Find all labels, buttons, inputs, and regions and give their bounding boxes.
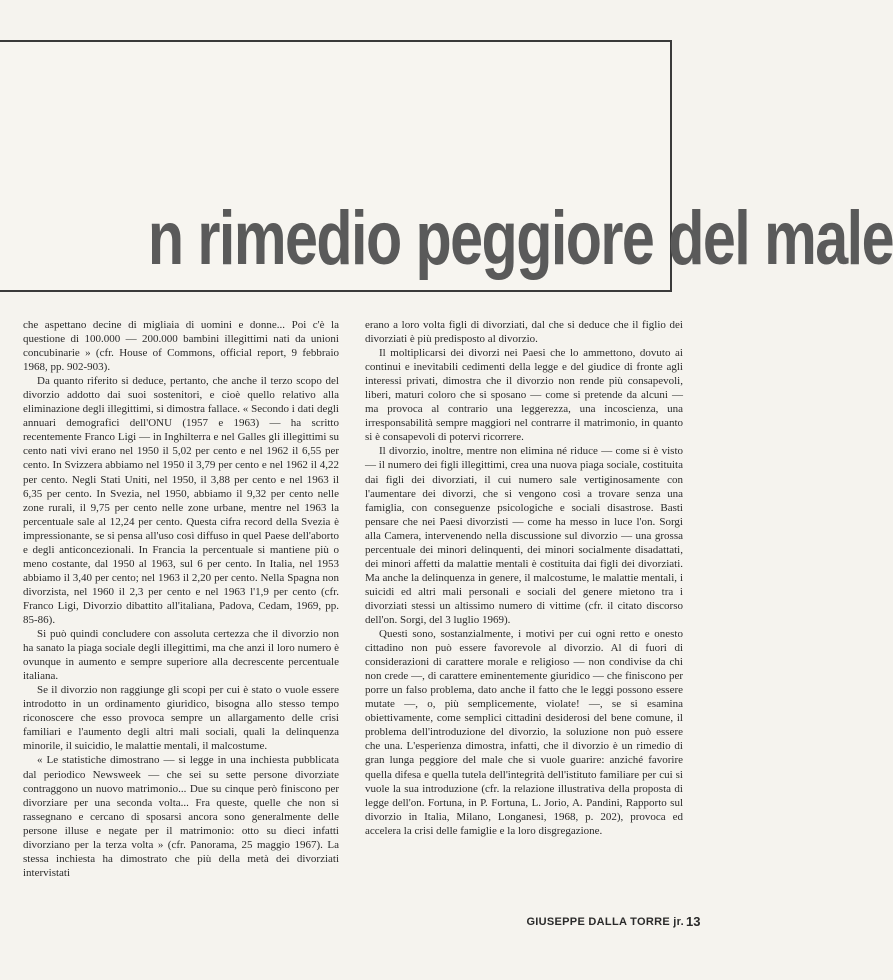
paragraph: « Le statistiche dimostrano — si legge in una inchiesta pubblicata dal periodico Newsweek — che sei su sette persone divorziate contraggono un nuovo matrimonio... Due su cinque però finiscono per divorziare per una seconda volta... Fra queste, quelle che non si rassegnano e cercano di sposarsi ancora sono generalmente delle persone illuse e negate per il matrimonio: otto su dieci infatti divorziano per la terza volta » (cfr. Panorama, 25 maggio 1967). La stessa inchiesta ha dimostrato che più della metà dei divorziati intervistati — [23, 754, 339, 879]
paragraph: Il divorzio, inoltre, mentre non elimina né riduce — come si è visto — il numero dei figli illegittimi, crea una nuova piaga sociale, costituita dai figli dei divorziati, il cui numero sale vertiginosamente con l'aumentare dei divorzi, che si vengono così a trovare senza una famiglia, con conseguenze psicologiche e sociali disastrose. Basti pensare che nei Paesi divorzisti — come ha messo in luce l'on. Sorgi alla Camera, intervenendo nella discussione sul divorzio — una grossa percentuale dei minori delinquenti, dei minori socialmente disadattati, dei minori affetti da malattie mentali è costituita dai figli dei divorziati. Ma anche la delinquenza in genere, il malcostume, le malattie mentali, i suicidi ed altri mali personali e sociali del genere mietono tra i divorziati stessi un altissimo numero di vittime (cfr. il citato discorso dell'on. Sorgi, del 3 luglio 1969). — [365, 445, 683, 626]
paragraph: Il moltiplicarsi dei divorzi nei Paesi che lo ammettono, dovuto ai continui e inevitabili cedimenti della legge e del giudice di fronte agli interessi privati, dimostra che il divorzio non rende più consapevoli, liberi, maturi coloro che si sposano — come si pretende da alcuni — ma provoca al contrario una leggerezza, una incoscienza, una irresponsabilità sempre maggiori nel contrarre il matrimonio, in quanto si è consapevoli di potervi ricorrere. — [365, 347, 683, 444]
right-column — [365, 318, 683, 838]
page-number: 13 — [686, 914, 701, 929]
paragraph: Da quanto riferito si deduce, pertanto, che anche il terzo scopo del divorzio addotto dai suoi sostenitori, e cioè quello relativo alla eliminazione degli illegittimi, si dimostra fallace. « Secondo i dati degli annuari demografici dell'ONU (1957 e 1963) — ha scritto recentemente Franco Ligi — in Inghilterra e nel Galles gli illegittimi su cento nati vivi erano nel 1950 il 5,02 per cento e nel 1962 il 6,55 per cento. In Svizzera abbiamo nel 1950 il 3,79 per cento e nel 1962 il 4,22 per cento. Negli Stati Uniti, nel 1950, il 3,88 per cento e nel 1963 il 6,35 per cento. In Svezia, nel 1950, abbiamo il 9,32 per cento nelle zone rurali, il 9,75 per cento nelle zone urbane, mentre nel 1963 la percentuale sale al 12,24 per cento. Questa cifra record della Svezia è impressionante, se si pensa all'uso così diffuso in quel Paese dell'aborto e degli anticoncezionali. In Francia la percentuale si mantiene più o meno costante, dal 1950 al 1963, sul 6 per cento. In Italia, nel 1953 abbiamo il 3,40 per cento; nel 1963 il 2,20 per cento. Nella Spagna non divorzista, nel 1960 il 2,3 per cento e nel 1963 l'1,9 per cento (cfr. Franco Ligi, Divorzio dibattito all'italiana, Padova, Cedam, 1969, pp. 85-86). — [23, 375, 339, 626]
headline-box — [0, 190, 893, 288]
paragraph: Questi sono, sostanzialmente, i motivi per cui ogni retto e onesto cittadino non può essere favorevole al divorzio. Al di fuori di considerazioni di carattere morale e religioso — non condivise da chi non crede —, di carattere eminentemente giuridico — che finiscono per porre un falso problema, dato anche il fatto che le leggi possono essere mutate —, o, più semplicemente, violate! —, se si esamina obiettivamente, come semplici cittadini desiderosi del bene comune, il problema dell'introduzione del divorzio, la soluzione non può essere che una. L'esperienza dimostra, infatti, che il divorzio è un rimedio di gran lunga peggiore del male che si vuole guarire: anziché favorire quella difesa e quella tutela dell'integrità dell'istituto familiare per cui si vuole la sua introduzione (cfr. la relazione illustrativa della proposta di legge dell'on. Fortuna, in P. Fortuna, L. Jorio, A. Pandini, Rapporto sul divorzio in Italia, Milano, Longanesi, 1968, p. 202), provoca ed accelera la crisi delle famiglie e la loro disgregazione. — [365, 628, 683, 837]
paragraph: erano a loro volta figli di divorziati, dal che si deduce che il figlio dei divorziati è più predisposto al divorzio. — [365, 319, 683, 346]
author-signature: GIUSEPPE DALLA TORRE jr. — [526, 916, 684, 928]
paragraph: che aspettano decine di migliaia di uomini e donne... Poi c'è la questione di 100.000 — 200.000 bambini illegittimi nati da unioni concubinarie » (cfr. House of Commons, official report, 9 febbraio 1968, pp. 902-903). — [23, 319, 339, 374]
left-column — [23, 318, 339, 880]
paragraph: Se il divorzio non raggiunge gli scopi per cui è stato o vuole essere introdotto in un ordinamento giuridico, bisogna allo stesso tempo riconoscere che esso provoca sempre un allargamento delle crisi familiari e l'aumento degli altri mali sociali, quali la delinquenza minorile, il suicidio, le malattie mentali, il malcostume. — [23, 684, 339, 753]
headline: n rimedio peggiore del male — [147, 196, 893, 281]
paragraph: Si può quindi concludere con assoluta certezza che il divorzio non ha sanato la piaga sociale degli illegittimi, ma che anzi il loro numero è ovunque in aumento e sempre superiore alla decrescente percentuale italiana. — [23, 628, 339, 683]
